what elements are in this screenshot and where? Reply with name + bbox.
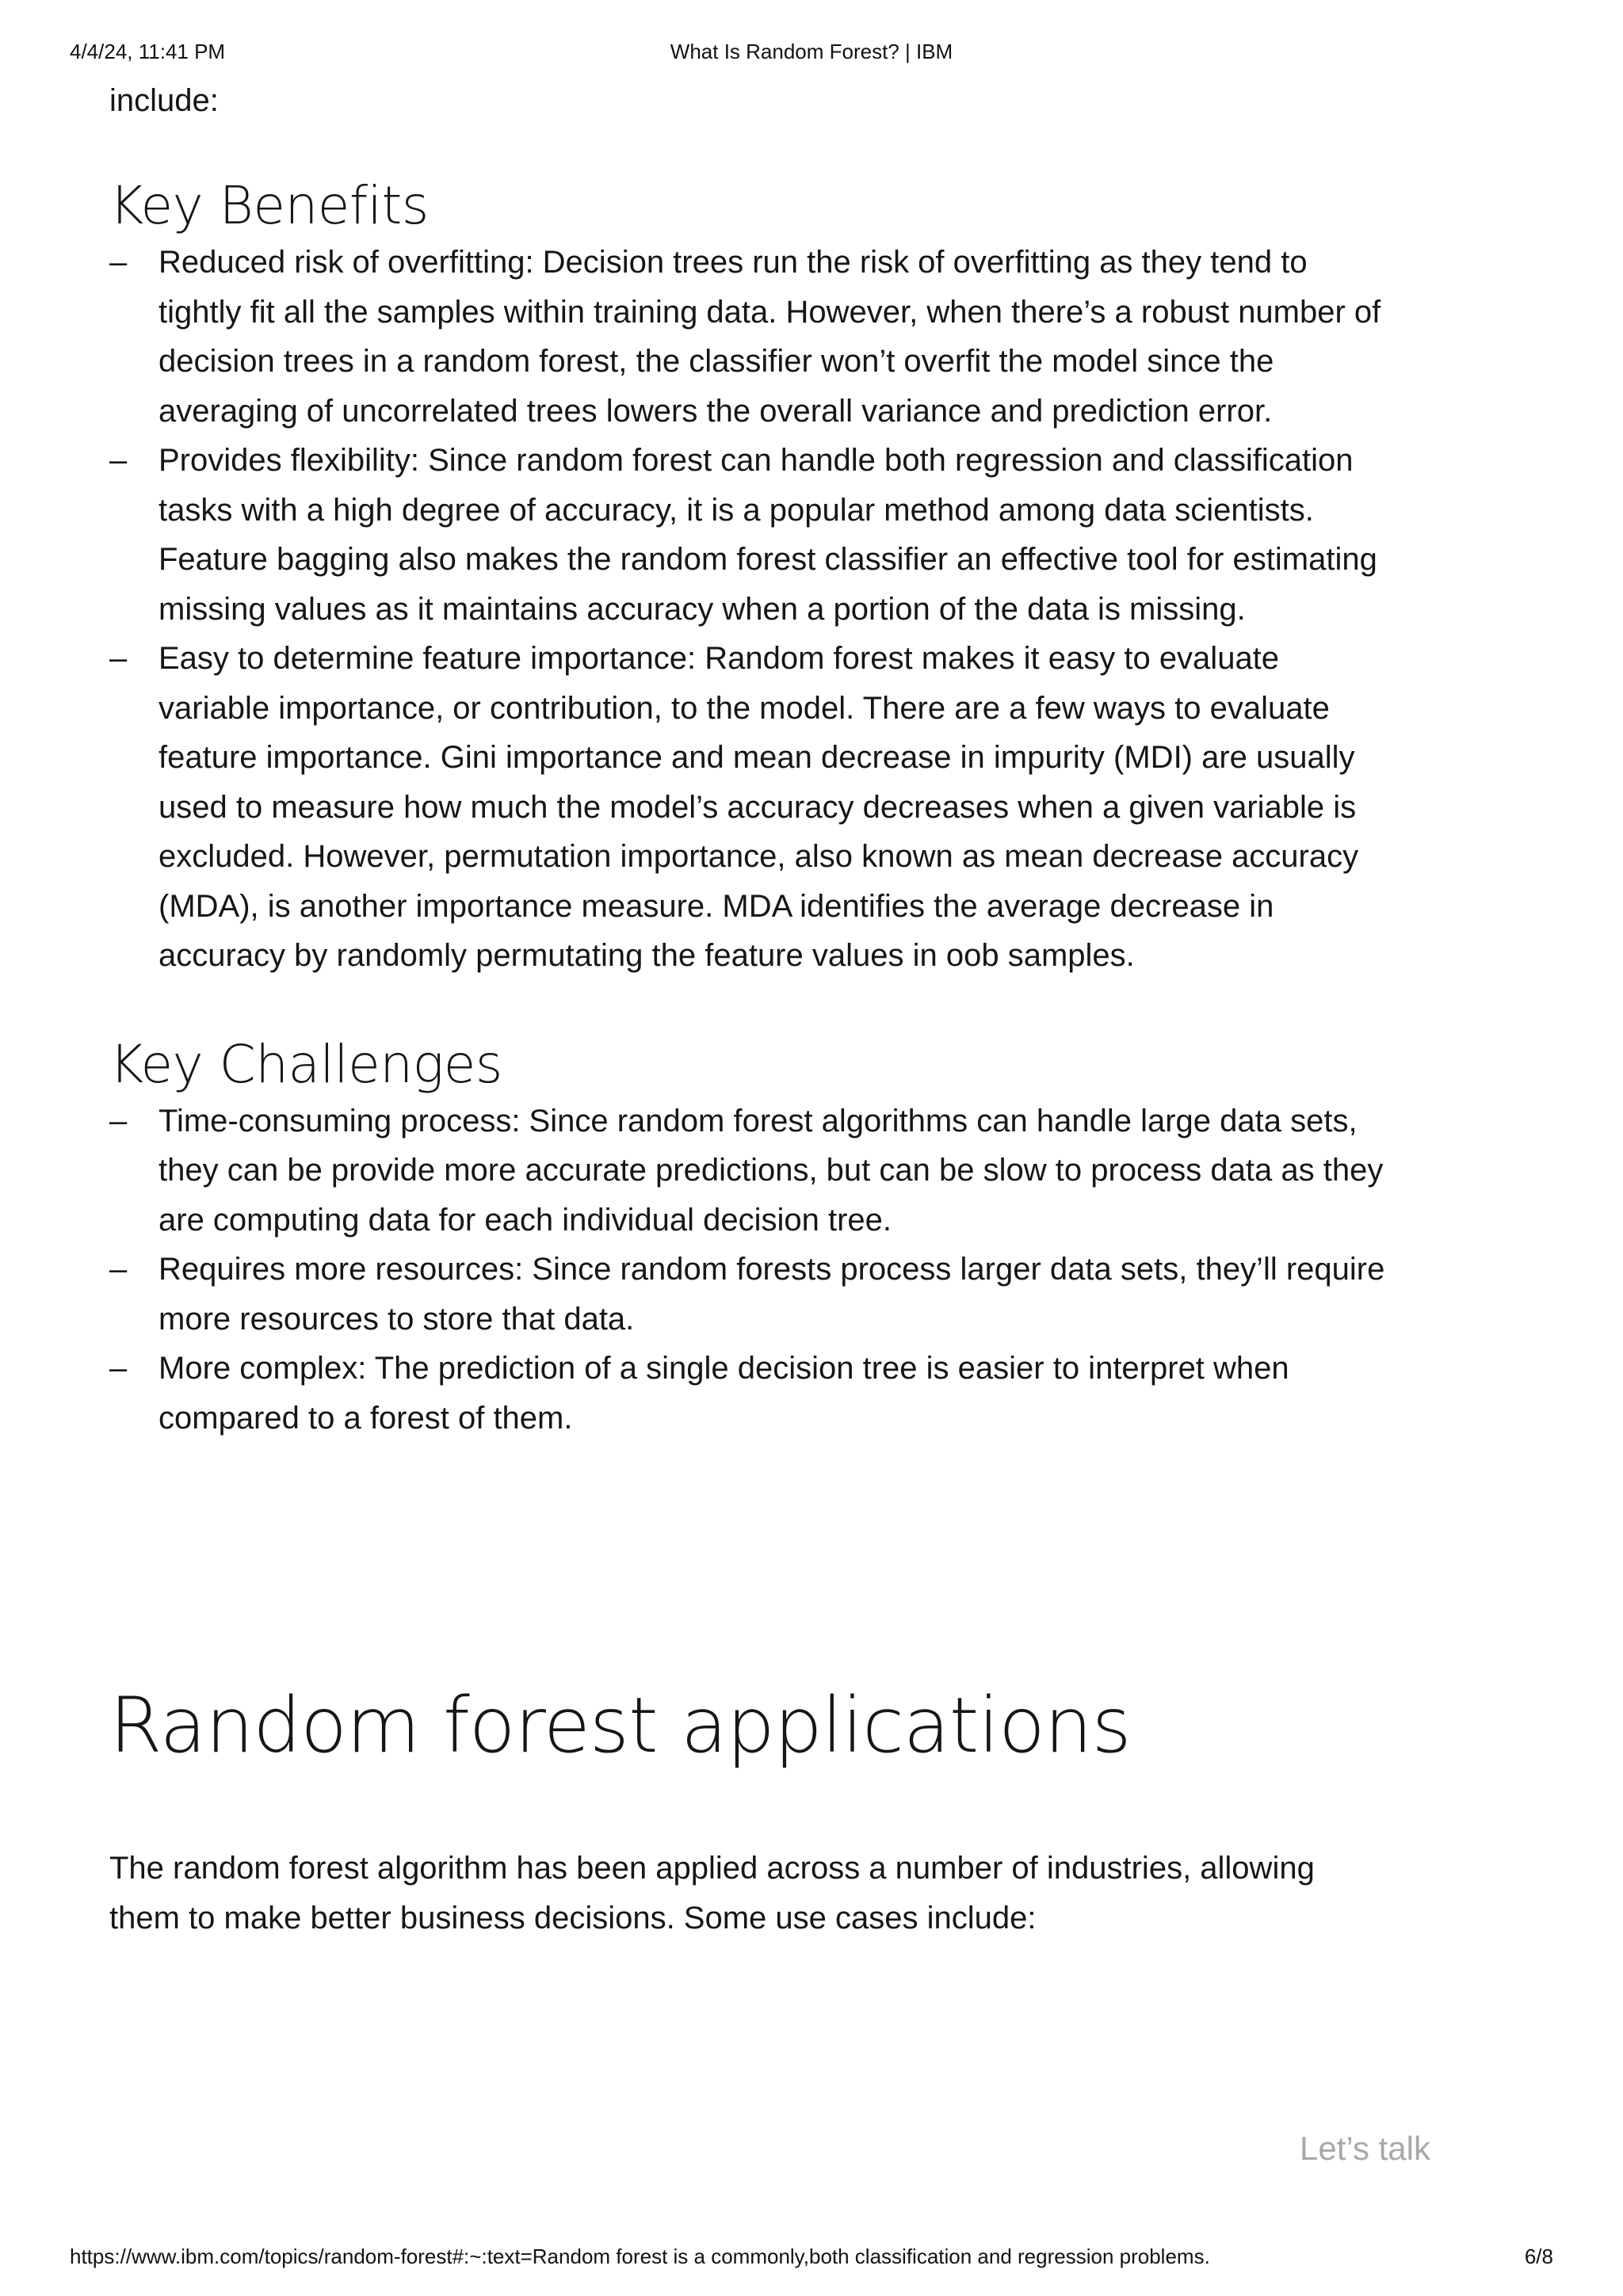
- list-item: [109, 1245, 1385, 1344]
- article-content: [109, 76, 1385, 1943]
- list-item: [109, 1097, 1385, 1245]
- lets-talk-button[interactable]: Let’s talk: [1300, 2130, 1430, 2167]
- dash-bullet: –: [109, 245, 128, 280]
- list-item-text: Requires more resources: Since random forests process larger data sets, they’ll require more resources to store that data.: [158, 1252, 1385, 1337]
- print-page-number: 6/8: [1524, 2245, 1553, 2268]
- dash-bullet: –: [109, 641, 128, 676]
- dash-bullet: –: [109, 443, 128, 478]
- applications-paragraph: The random forest algorithm has been applied across a number of industries, allowing them to make better business decisions. Some use cases include:: [109, 1851, 1315, 1936]
- list-item-text: Time-consuming process: Since random forest algorithms can handle large data sets, they can be provide more accurate predictions, but can be slow to process data as they are computing data for each individual decision tree.: [158, 1103, 1384, 1238]
- list-item: [109, 238, 1385, 436]
- lead-fragment: include:: [109, 83, 219, 118]
- print-footer: [0, 2245, 1623, 2271]
- print-url: https://www.ibm.com/topics/random-forest#:~:text=Random forest is a commonly,both classification and regression problems.: [70, 2245, 1210, 2268]
- list-item: [109, 436, 1385, 634]
- list-item-text: Reduced risk of overfitting: Decision trees run the risk of overfitting as they tend to tightly fit all the samples within training data. However, when there’s a robust number of decision trees in a random forest, the classifier won’t overfit the model since the averaging of uncorrelated trees lowers the overall variance and prediction error.: [158, 245, 1381, 429]
- dash-bullet: –: [109, 1252, 128, 1287]
- list-item-text: Provides flexibility: Since random forest can handle both regression and classification tasks with a high degree of accuracy, it is a popular method among data scientists. Feature bagging also makes the random forest classifier an effective tool for estimating missing values as it maintains accuracy when a portion of the data is missing.: [158, 443, 1377, 627]
- list-item: [109, 634, 1385, 981]
- applications-heading: Random forest applications: [109, 1681, 1131, 1770]
- print-page-title: What Is Random Forest? | IBM: [670, 40, 953, 63]
- list-item-text: Easy to determine feature importance: Random forest makes it easy to evaluate variable importance, or contribution, to the model. There are a few ways to evaluate feature importance. Gini importance and mean decrease in impurity (MDI) are usually used to measure how much the model’s accuracy decreases when a given variable is excluded. However, permutation importance, also known as mean decrease accuracy (MDA), is another importance measure. MDA identifies the average decrease in accuracy by randomly permutating the feature values in oob samples.: [158, 641, 1359, 973]
- dash-bullet: –: [109, 1351, 128, 1386]
- key-benefits-list: [109, 238, 1385, 981]
- key-challenges-heading: Key Challenges: [109, 1033, 502, 1095]
- key-benefits-heading: Key Benefits: [109, 175, 429, 236]
- dash-bullet: –: [109, 1103, 128, 1138]
- key-challenges-list: [109, 1097, 1385, 1444]
- list-item: [109, 1344, 1385, 1443]
- list-item-text: More complex: The prediction of a single decision tree is easier to interpret when compared to a forest of them.: [158, 1351, 1289, 1436]
- print-datetime: 4/4/24, 11:41 PM: [70, 40, 226, 63]
- print-header: [0, 40, 1623, 67]
